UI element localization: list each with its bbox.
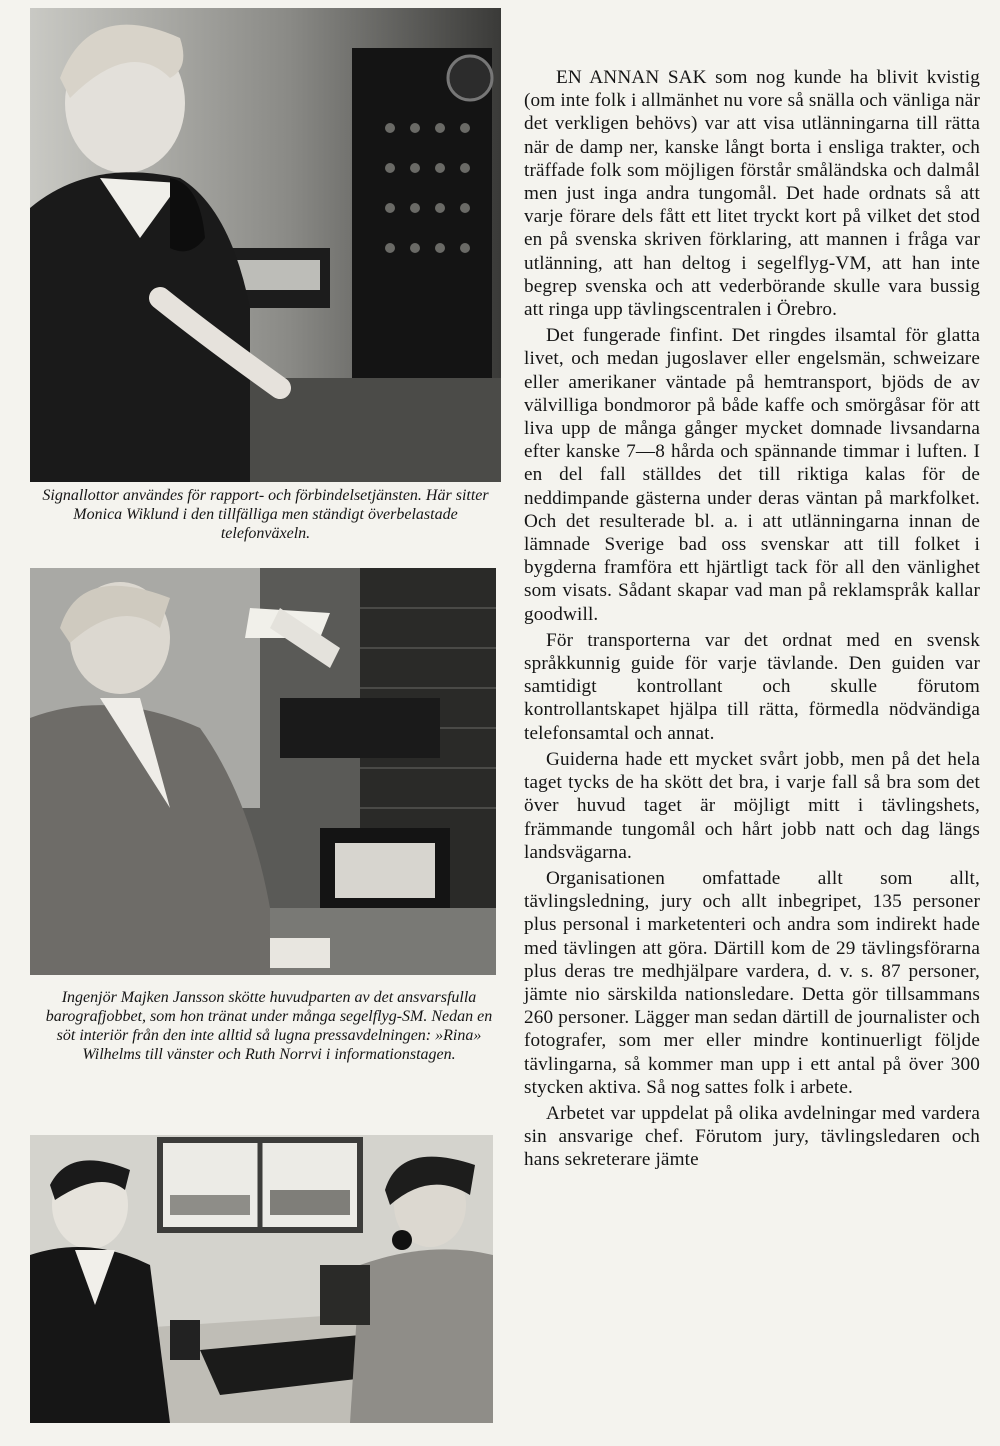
article-paragraph: Det fungerade finfint. Det ringdes ilsamtal för glatta livet, och medan jugoslaver eller engelsmän, schweizare eller amerikaner väntade på hemtransport, bjöds de av välvilliga bondmoror på både kaffe och smörgåsar för att liva upp de många gånger mycket domnade livsandarna efter kanske 7—8 hårda och spännande timmar i luften. I en del fall ställdes det till riktiga kalas för de neddimpande gästerna under deras väntan på markfolket. Och det resulterade bl. a. i att utlänningarna innan de lämnade Sverige bad oss svenskar att till folket i bygderna framföra ett hjärtligt tack för all den vänlighet som visats. Sådant skapar vad man på reklamspråk kallar goodwill. xyxy=(524,325,980,625)
article-paragraph: EN ANNAN SAK som nog kunde ha blivit kvistig (om inte folk i allmänhet nu vore så snälla och vänliga när det verkligen behövs) var att visa utlänningarna till rätta när de damp ner, kanske långt borta i ensliga trakter, och träffade folk som möjligen förstår småländska och dalmål men just inga andra tungomål. Det hade ordnats så att varje förare dels fått ett litet tryckt kort på vilket det stod en på svenska skriven förklaring, att mannen i fråga var utlänning, att han deltog i segelflyg-VM, att han inte begrep svenska och att vederbörande skulle vara bussig att ringa upp tävlingscentralen i Örebro. xyxy=(524,67,980,321)
photo1-caption: Signallottor användes för rapport- och förbindelsetjänsten. Här sitter Monica Wiklund i den tillfälliga men ständigt överbelastade telefonväxeln. xyxy=(42,487,489,542)
article-body xyxy=(524,66,980,1175)
article-paragraph: Guiderna hade ett mycket svårt jobb, men på det hela taget tycks de ha skött det bra, i varje fall så bra som det över huvud taget är möjligt mitt i tävlingshets, främmande tungomål och hårt jobb natt och dag längs landsvägarna. xyxy=(524,748,980,863)
article-paragraph: Arbetet var uppdelat på olika avdelningar med vardera sin ansvarige chef. Förutom jury, tävlingsledaren och hans sekreterare jämte xyxy=(524,1102,980,1171)
barograph-engineer-photo xyxy=(30,568,496,975)
article-paragraph: Organisationen omfattade allt som allt, tävlingsledning, jury och allt inbegripet, 135 personer plus personal i marketenteri och andra som indirekt hade med tävlingen att göra. Därtill kom de 29 tävlingsförarna plus deras tre medhjälpare vardera, d. v. s. 87 personer, jämte nio särskilda nationsledare. Detta gör tillsammans 260 personer. Lägger man sedan därtill de journalister och fotografer, som mer eller mindre kontinuerligt följde tävlingarna, så kommer man upp i ett antal på över 300 stycken aktiva. Så nog sattes folk i arbete. xyxy=(524,867,980,1098)
press-office-photo xyxy=(30,1135,493,1423)
switchboard-photo xyxy=(30,8,501,482)
article-paragraph: För transporterna var det ordnat med en svensk språkkunnig guide för varje tävlande. Den guiden var samtidigt kontrollant och skulle förutom kontrollantskapet hjälpa till rätta, förmedla nödvändiga telefonsamtal och annat. xyxy=(524,629,980,744)
photo2-caption: Ingenjör Majken Jansson skötte huvudparten av det ansvarsfulla barografjobbet, som hon tränat under många segelflyg-SM. Nedan en söt interiör från den inte alltid så lugna pressavdelningen: »Rina» Wilhelms till vänster och Ruth Norrvi i informationstagen. xyxy=(45,989,493,1063)
